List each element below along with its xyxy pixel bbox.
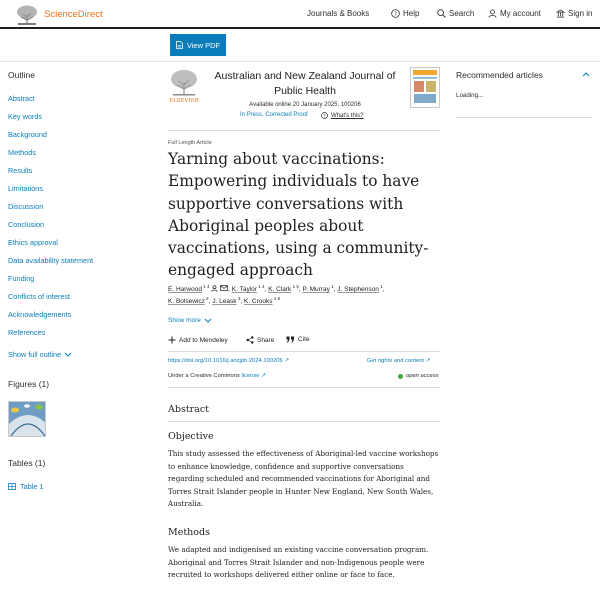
- license-link[interactable]: [241, 373, 266, 379]
- author-link[interactable]: J. Stephenson: [337, 286, 379, 294]
- recommended-divider: [456, 117, 592, 118]
- nav-signin-label: Sign in: [568, 9, 593, 18]
- table-1-label: Table 1: [20, 482, 44, 491]
- abstract-heading: Abstract: [168, 404, 209, 415]
- objective-heading: Objective: [168, 431, 214, 442]
- author-affiliation: 1 6: [273, 296, 281, 301]
- nav-my-account[interactable]: [488, 9, 541, 18]
- help-icon: [321, 112, 328, 119]
- tables-heading: Tables (1): [8, 458, 46, 468]
- nav-help[interactable]: [391, 9, 419, 18]
- author-affiliation: 1 4: [258, 284, 265, 289]
- share-label: Share: [257, 336, 275, 344]
- chevron-down-icon: [204, 318, 212, 323]
- elsevier-tree-logo[interactable]: [15, 4, 39, 26]
- author-link[interactable]: K. Crooks: [243, 298, 273, 306]
- article-toolbar: [0, 31, 600, 62]
- institution-icon: [556, 9, 565, 18]
- methods-heading: Methods: [168, 527, 210, 538]
- help-icon: [391, 9, 400, 18]
- recommended-articles-heading: Recommended articles: [456, 70, 543, 80]
- svg-text:?: ?: [394, 11, 397, 18]
- available-online-date: Available online 20 January 2025, 100206: [249, 102, 361, 108]
- author-affiliation: 1: [331, 284, 334, 289]
- in-press-status: In Press, Corrected Proof: [240, 112, 308, 118]
- nav-journals-books[interactable]: [307, 9, 369, 18]
- chevron-up-icon[interactable]: [582, 72, 590, 77]
- external-link-icon: ↗: [425, 358, 431, 364]
- cite-button[interactable]: [286, 336, 310, 343]
- plus-icon: [168, 336, 176, 344]
- outline-link-conflicts[interactable]: Conflicts of interest: [8, 292, 71, 301]
- svg-text:?: ?: [323, 114, 326, 119]
- table-icon: [8, 483, 16, 490]
- author-link[interactable]: K. Taylor: [231, 286, 257, 294]
- author-affiliation: 2: [206, 296, 209, 301]
- author-link[interactable]: E. Harwood: [168, 286, 202, 294]
- elsevier-logo[interactable]: [168, 67, 200, 103]
- view-pdf-button[interactable]: [170, 34, 226, 56]
- outline-link-results[interactable]: Results: [8, 166, 33, 175]
- get-rights-link[interactable]: [367, 358, 440, 364]
- outline-link-conclusion[interactable]: Conclusion: [8, 220, 45, 229]
- abstract-divider: [168, 421, 440, 422]
- rights-text: Get rights and content: [367, 358, 425, 364]
- license-divider: [168, 387, 440, 388]
- license-link-label: license: [241, 373, 260, 379]
- open-access-dot-icon: [398, 374, 403, 379]
- article-title: Yarning about vaccinations: Empowering individuals to have supportive conversations with Aboriginal peoples about vaccinations, using a community-engaged approach: [168, 150, 429, 280]
- outline-link-data-availability[interactable]: Data availability statement: [8, 256, 94, 265]
- share-icon: [246, 336, 254, 344]
- top-navigation-bar: [0, 0, 600, 29]
- nav-sign-in[interactable]: [556, 9, 592, 18]
- author-link[interactable]: P. Murray: [302, 286, 330, 294]
- article-type: Full Length Article: [168, 140, 212, 146]
- view-pdf-label: View PDF: [186, 40, 221, 50]
- nav-search-label: Search: [449, 9, 475, 18]
- outline-link-key-words[interactable]: Key words: [8, 112, 43, 121]
- author-affiliation: 1: [380, 284, 383, 289]
- show-full-outline-button[interactable]: [8, 350, 72, 359]
- outline-link-ethics-approval[interactable]: Ethics approval: [8, 238, 58, 247]
- outline-link-limitations[interactable]: Limitations: [8, 184, 43, 193]
- author-list-line-2: K. Bolsewicz $^2$, J. Leask $^3$, K. Crooks $^{1 6}$: [168, 296, 281, 306]
- whats-this-label: What's this?: [331, 112, 364, 119]
- external-link-icon: ↗: [261, 373, 267, 379]
- outline-link-acknowledgements[interactable]: Acknowledgements: [8, 310, 72, 319]
- outline-link-abstract[interactable]: Abstract: [8, 94, 35, 103]
- sciencedirect-logo-text[interactable]: ScienceDirect: [44, 9, 103, 20]
- outline-link-methods[interactable]: Methods: [8, 148, 36, 157]
- search-icon: [437, 9, 446, 18]
- journal-title[interactable]: Australian and New Zealand Journal of Public Health: [214, 70, 396, 97]
- outline-link-discussion[interactable]: Discussion: [8, 202, 44, 211]
- add-to-mendeley-label: Add to Mendeley: [179, 336, 228, 344]
- author-list-line-1: E. Harwood $^{1 4}$ , K. Taylor $^{1 4}$, K. Clark $^{1 5}$, P. Murray $^1$, J. Stephenson $^1$,: [168, 284, 385, 294]
- outline-link-references[interactable]: References: [8, 328, 46, 337]
- open-access-label: open access: [406, 373, 439, 379]
- journal-cover-thumbnail[interactable]: [410, 67, 440, 108]
- svg-text:ELSEVIER: ELSEVIER: [169, 98, 199, 103]
- doi-text: https://doi.org/10.1016/j.anzjph.2024.100206: [168, 358, 283, 364]
- actions-divider: [168, 351, 440, 352]
- mail-icon[interactable]: [220, 285, 228, 291]
- author-link[interactable]: J. Leask: [212, 298, 237, 306]
- author-link[interactable]: K. Clark: [268, 286, 292, 294]
- journal-cover-image: [411, 68, 439, 107]
- person-icon: [211, 285, 218, 292]
- show-full-outline-label: Show full outline: [8, 350, 62, 359]
- nav-search[interactable]: [437, 9, 474, 18]
- outline-heading: Outline: [8, 70, 35, 80]
- user-icon: [488, 9, 497, 18]
- nav-help-label: Help: [403, 9, 420, 18]
- show-more-label: Show more: [168, 317, 201, 324]
- external-link-icon: ↗: [284, 358, 290, 364]
- outline-link-background[interactable]: Background: [8, 130, 47, 139]
- methods-paragraph: We adapted and indigenised an existing vaccine conversation program. Aboriginal and Torres Strait Islander and non-Indigenous people were recruited to workshops delivered either online or face to face.: [168, 545, 429, 580]
- pdf-icon: [176, 41, 183, 49]
- header-divider: [168, 130, 440, 131]
- license-line: [168, 373, 266, 379]
- author-affiliation: 1 5: [292, 284, 299, 289]
- license-prefix: Under a Creative Commons: [168, 373, 240, 379]
- nav-journals-label: Journals & Books: [307, 9, 370, 18]
- outline-link-funding[interactable]: Funding: [8, 274, 35, 283]
- recommended-loading-text: Loading...: [456, 92, 484, 99]
- open-access-badge: [398, 373, 439, 379]
- figure-1-thumbnail[interactable]: [8, 401, 46, 437]
- add-to-mendeley-button[interactable]: [168, 336, 228, 344]
- author-link[interactable]: K. Bolsewicz: [168, 298, 205, 306]
- figures-heading: Figures (1): [8, 379, 50, 389]
- author-affiliation: 3: [237, 296, 241, 301]
- cite-label: Cite: [298, 336, 310, 343]
- share-button[interactable]: [246, 336, 274, 344]
- quote-icon: [286, 336, 295, 343]
- table-1-link[interactable]: [8, 482, 44, 491]
- doi-link[interactable]: [168, 358, 289, 364]
- whats-this-link[interactable]: [321, 112, 364, 119]
- nav-account-label: My account: [500, 9, 541, 18]
- figure-thumbnail-image: [9, 402, 46, 437]
- show-more-button[interactable]: [168, 317, 212, 324]
- author-affiliation: 1 4: [203, 284, 210, 289]
- objective-paragraph: This study assessed the effectiveness of Aboriginal-led vaccine workshops to enhance knowledge, confidence and supportive conversations regarding scheduled and recommended vaccinations for Aboriginal and Torres Strait Islander people in Hunter New England, New South Wales, Australia.: [168, 449, 439, 509]
- chevron-down-icon: [64, 352, 72, 357]
